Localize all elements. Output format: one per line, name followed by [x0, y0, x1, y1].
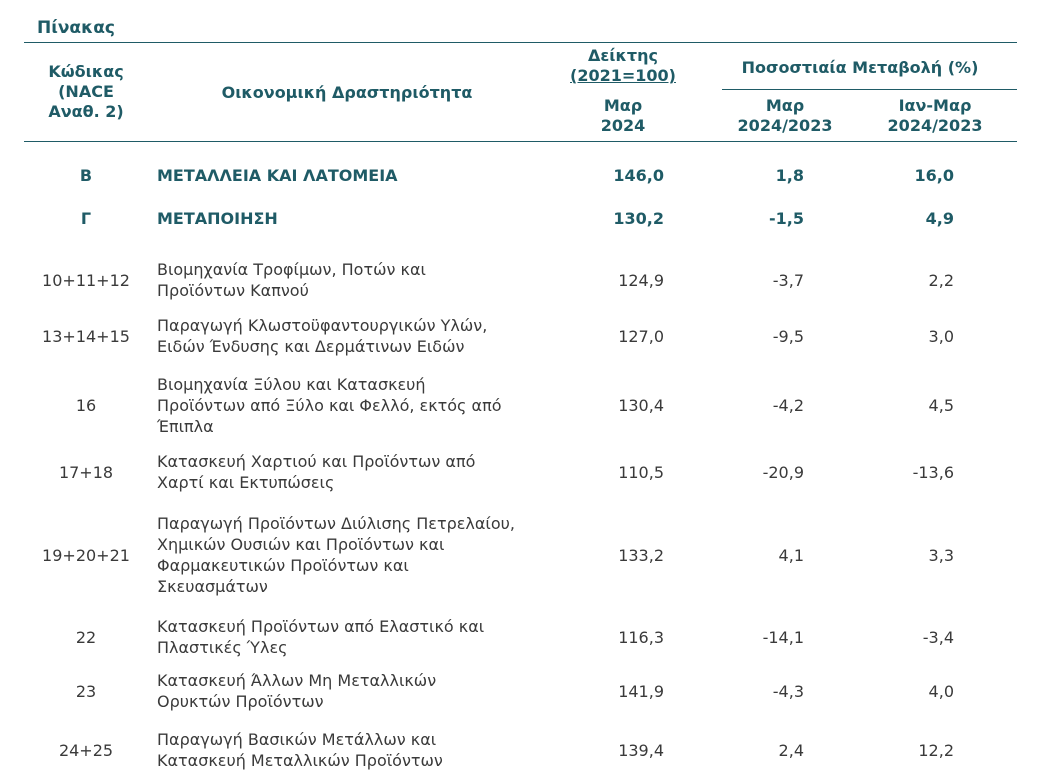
row-change-month: -4,2	[772, 395, 804, 415]
row-activity-line: Ειδών Ένδυσης και Δερμάτινων Ειδών	[157, 337, 465, 356]
header-change-ytd-line-1: Ιαν-Μαρ	[898, 96, 972, 115]
row-code: 17+18	[58, 462, 114, 482]
header-change-group-label: Ποσοστιαία Μεταβολή (%)	[741, 58, 979, 77]
header-index-line-2: (2021=100)	[570, 66, 676, 85]
row-activity-line: ΜΕΤΑΛΛΕΙΑ ΚΑΙ ΛΑΤΟΜΕΙΑ	[157, 165, 398, 185]
row-activity-line: Χαρτί και Εκτυπώσεις	[157, 473, 335, 492]
row-code: 16	[75, 395, 97, 415]
row-activity-line: Κατασκευή Προϊόντων από Ελαστικό και	[157, 617, 485, 636]
row-index-value: 139,4	[618, 740, 664, 760]
row-activity-line: Παραγωγή Βασικών Μετάλλων και	[157, 730, 437, 749]
header-index-period-line-1: Μαρ	[603, 96, 643, 115]
table-title: Πίνακας	[37, 18, 115, 38]
row-activity-line: Κατασκευή Μεταλλικών Προϊόντων	[157, 751, 443, 770]
row-index-value: 130,2	[613, 208, 664, 228]
header-code-line-1: Κώδικας	[48, 62, 124, 81]
header-index-line-1: Δείκτης	[588, 46, 658, 65]
row-change-month: -9,5	[772, 326, 804, 346]
header-change-month-line-1: Μαρ	[765, 96, 805, 115]
row-index-value: 110,5	[618, 462, 664, 482]
row-change-month: -20,9	[762, 462, 804, 482]
row-activity-line: Χημικών Ουσιών και Προϊόντων και	[157, 535, 445, 554]
row-change-ytd: 2,2	[928, 270, 954, 290]
row-code: 22	[75, 627, 97, 647]
row-index-value: 130,4	[618, 395, 664, 415]
header-code-line-3: Αναθ. 2)	[48, 102, 124, 121]
row-change-month: 1,8	[775, 165, 804, 185]
row-change-ytd: 4,5	[928, 395, 954, 415]
row-code: Γ	[80, 208, 92, 228]
row-activity-line: Σκευασμάτων	[157, 577, 268, 596]
row-activity-line: Κατασκευή Χαρτιού και Προϊόντων από	[157, 452, 476, 471]
row-activity-line: ΜΕΤΑΠΟΙΗΣΗ	[157, 208, 278, 228]
row-activity-line: Βιομηχανία Ξύλου και Κατασκευή	[157, 374, 426, 394]
header-change-ytd-line-2: 2024/2023	[887, 116, 983, 135]
header-change-month-line-2: 2024/2023	[737, 116, 833, 135]
row-code: 10+11+12	[42, 270, 130, 290]
row-index-value: 116,3	[618, 627, 664, 647]
row-index-value: 133,2	[618, 545, 664, 565]
row-activity-line: Πλαστικές Ύλες	[157, 638, 288, 657]
row-code: 23	[75, 681, 97, 701]
header-code-line-2: (NACE	[58, 82, 114, 101]
row-code: 19+20+21	[42, 545, 130, 565]
row-activity-line: Φαρμακευτικών Προϊόντων και	[157, 556, 409, 575]
row-activity-line: Ορυκτών Προϊόντων	[157, 692, 324, 711]
row-index-value: 141,9	[618, 681, 664, 701]
row-change-month: -3,7	[772, 270, 804, 290]
row-change-month: 4,1	[778, 545, 804, 565]
header-activity-label: Οικονομική Δραστηριότητα	[221, 83, 473, 102]
row-change-ytd: 3,3	[928, 545, 954, 565]
row-activity-line: Βιομηχανία Τροφίμων, Ποτών και	[157, 260, 426, 279]
row-change-month: -14,1	[762, 627, 804, 647]
row-code: B	[79, 165, 93, 185]
row-activity-line: Προϊόντων Καπνού	[157, 281, 309, 300]
row-change-month: 2,4	[778, 740, 804, 760]
row-code: 13+14+15	[42, 326, 130, 346]
row-activity-line: Κατασκευή Άλλων Μη Μεταλλικών	[157, 671, 437, 690]
row-change-ytd: 3,0	[928, 326, 954, 346]
row-activity-line: Παραγωγή Κλωστοϋφαντουργικών Υλών,	[157, 316, 488, 335]
row-code: 24+25	[58, 740, 114, 760]
row-activity-line: Παραγωγή Προϊόντων Διύλισης Πετρελαίου,	[157, 514, 515, 533]
row-activity-line: Έπιπλα	[157, 416, 214, 436]
row-change-month: -1,5	[769, 208, 804, 228]
row-change-ytd: 16,0	[914, 165, 954, 185]
row-index-value: 146,0	[613, 165, 664, 185]
row-index-value: 124,9	[618, 270, 664, 290]
row-change-ytd: 4,0	[928, 681, 954, 701]
row-change-ytd: 12,2	[918, 740, 954, 760]
row-activity-line: Προϊόντων από Ξύλο και Φελλό, εκτός από	[157, 395, 502, 415]
row-change-ytd: -3,4	[922, 627, 954, 647]
row-change-ytd: -13,6	[912, 462, 954, 482]
row-change-ytd: 4,9	[925, 208, 954, 228]
row-index-value: 127,0	[618, 326, 664, 346]
row-change-month: -4,3	[772, 681, 804, 701]
header-index-period-line-2: 2024	[600, 116, 646, 135]
